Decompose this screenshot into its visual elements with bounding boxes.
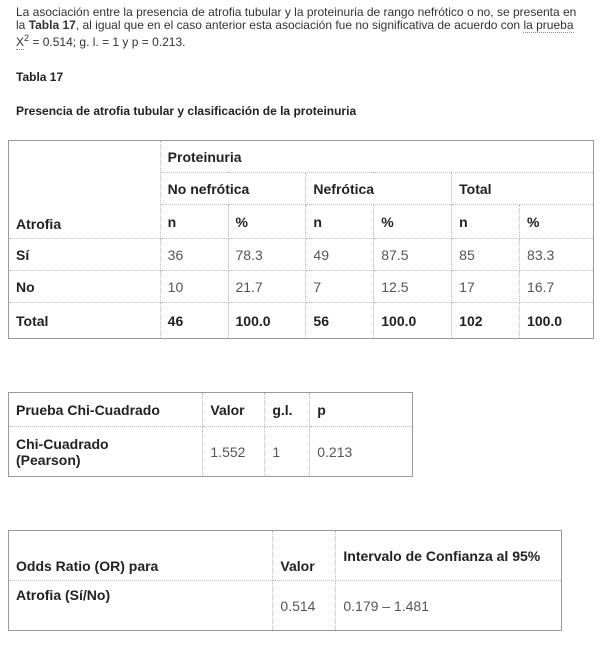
sub-header-n: n [452,205,520,239]
header-valor: Valor [273,531,336,581]
contingency-table [8,140,594,339]
col-group-nefrotica: Nefrótica [306,173,452,205]
header-p: p [310,393,413,427]
sub-header-n: n [160,205,228,239]
cell-value: 100.0 [520,303,594,339]
cell-value: 49 [306,239,374,271]
header-intervalo: Intervalo de Confianza al 95% [336,531,562,581]
table-number-caption: Tabla 17 [16,70,64,84]
chi-square-table [8,392,413,477]
cell-value: 36 [160,239,228,271]
intro-text-2: , al igual que en el caso anterior esta asociación fue no significativa de acuerdo con [75,18,524,32]
group-header-proteinuria: Proteinuria [160,141,593,173]
chi-square-superscript: 2 [24,33,30,43]
row-label [9,427,203,477]
row-header-atrofia: Atrofia [9,141,161,239]
cell-value: 56 [306,303,374,339]
cell-value: 16.7 [520,271,594,303]
cell-value: 7 [306,271,374,303]
cell-p: 0.213 [310,427,413,477]
row-label: Sí [9,239,161,271]
table-row-si [9,239,594,271]
table-row-odds [9,581,562,631]
intro-text-1: La asociación entre la presencia de atrofia tubular y la proteinuria de rango nefrótico o no, se presenta en la [16,5,577,32]
cell-gl: 1 [265,427,310,477]
cell-value: 102 [452,303,520,339]
cell-value: 17 [452,271,520,303]
table-title-caption: Presencia de atrofia tubular y clasificación de la proteinuria [16,104,357,118]
cell-value: 46 [160,303,228,339]
table-reference: Tabla 17 [28,18,76,32]
chi-square-test-link[interactable]: la prueba X [16,18,574,49]
header-valor: Valor [203,393,265,427]
sub-header-pct: % [228,205,306,239]
row-label: Total [9,303,161,339]
odds-ratio-table [8,530,562,631]
cell-value: 100.0 [374,303,452,339]
row-label: No [9,271,161,303]
row-label-line2: (Pearson) [16,451,81,468]
intro-text-3: = 0.514; g. l. = 1 y p = 0.213. [29,35,186,49]
cell-value: 12.5 [374,271,452,303]
cell-value: 85 [452,239,520,271]
cell-value: 87.5 [374,239,452,271]
header-odds-ratio: Odds Ratio (OR) para [9,531,273,581]
sub-header-n: n [306,205,374,239]
sub-header-pct: % [374,205,452,239]
cell-value: 83.3 [520,239,594,271]
cell-value: 21.7 [228,271,306,303]
row-label: Atrofia (Sí/No) [9,581,273,631]
col-group-total: Total [452,173,594,205]
header-prueba: Prueba Chi-Cuadrado [9,393,203,427]
cell-value: 100.0 [228,303,306,339]
intro-paragraph [16,6,586,49]
row-label-line1: Chi-Cuadrado [16,435,109,452]
cell-valor: 0.514 [273,581,336,631]
cell-value: 10 [160,271,228,303]
cell-valor: 1.552 [203,427,265,477]
table-row-no [9,271,594,303]
cell-value: 78.3 [228,239,306,271]
cell-intervalo: 0.179 – 1.481 [336,581,562,631]
header-gl: g.l. [265,393,310,427]
table-row-chi [9,427,413,477]
col-group-no-nefrotica: No nefrótica [160,173,306,205]
sub-header-pct: % [520,205,594,239]
table-row-total [9,303,594,339]
